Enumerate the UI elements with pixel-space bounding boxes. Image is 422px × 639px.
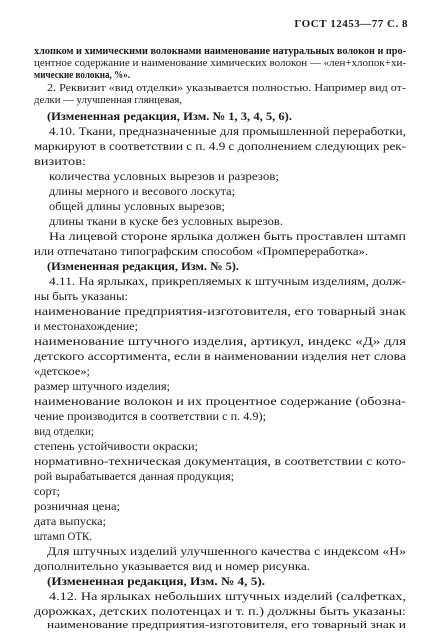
text-line: рой вырабатывается данная продукция;	[34, 470, 234, 483]
text-line: «детское»;	[34, 365, 90, 378]
text-line: степень устойчивости окраски;	[34, 440, 198, 453]
text-line: чение производится в соответствии с п. 4.9);	[34, 410, 266, 423]
text-line: штамп ОТК.	[34, 530, 92, 543]
text-line: маркируют в соответствии с п. 4.9 с дополнением следующих рек-	[34, 140, 406, 153]
text-line: 4.11. На ярлыках, прикрепляемых к штучным изделиям, долж-	[49, 275, 407, 288]
text-line: Для штучных изделий улучшенного качества с индексом «Н»	[47, 545, 407, 558]
text-line: 4.12. На ярлыках небольших штучных изделий (салфетках,	[49, 590, 406, 603]
text-line: розничная цена;	[34, 500, 120, 513]
text-line: На лицевой стороне ярлыка должен быть проставлен штамп	[49, 230, 406, 243]
text-line: наименование штучного изделия, артикул, индекс «Д» для	[34, 335, 406, 348]
text-line: детского ассортимента, если в наименовании изделия нет слова	[34, 350, 406, 363]
text-line: вид отделки;	[34, 425, 94, 438]
text-line: наименование предприятия-изготовителя, его товарный знак	[34, 305, 406, 318]
text-line: делки — улучшенная глянцевая,	[34, 95, 182, 106]
text-line: (Измененная редакция, Изм. № 4, 5).	[47, 575, 265, 588]
text-line: размер штучного изделия;	[34, 380, 170, 393]
text-line: наименование предприятия-изготовителя, его товарный знак и	[47, 620, 406, 631]
text-line: сорт;	[34, 485, 60, 498]
text-line: мические волокна, %».	[34, 70, 130, 81]
text-line: или отпечатано типографским способом «Промпереработка».	[34, 245, 369, 258]
text-line: наименование волокон и их процентное содержание (обозна-	[34, 395, 406, 408]
text-line: дополнительно указывается вид и номер рисунка.	[34, 560, 310, 573]
text-line: (Измененная редакция, Изм. № 1, 3, 4, 5, 6).	[47, 110, 292, 123]
text-line: длины мерного и весового лоскута;	[49, 185, 235, 198]
text-line: количества условных вырезов и разрезов;	[49, 170, 279, 183]
text-line: и местонахождение;	[34, 320, 138, 333]
text-line: дорожках, детских полотенцах и т. п.) должны быть указаны:	[34, 605, 406, 618]
text-line: 4.10. Ткани, предназначенные для промышленной переработки,	[49, 125, 406, 138]
text-line: 2. Реквизит «вид отделки» указывается полностью. Например вид от-	[47, 83, 407, 94]
text-line: общей длины условных вырезов;	[49, 200, 225, 213]
text-line: дата выпуска;	[34, 515, 106, 528]
text-line: нормативно-техническая документация, в соответствии с кото-	[34, 455, 406, 468]
text-line: визитов:	[34, 155, 86, 168]
page-header: ГОСТ 12453—77 С. 8	[294, 18, 408, 30]
text-line: центное содержание и наименование химических волокон — «лен+хлопок+хи-	[34, 58, 407, 69]
text-line: (Измененная редакция, Изм. № 5).	[47, 260, 240, 273]
text-line: ны быть указаны:	[34, 290, 128, 303]
text-line: хлопком и химическими волокнами наименование натуральных волокон и про-	[34, 46, 406, 57]
text-line: длины ткани в куске без условных вырезов.	[49, 215, 283, 228]
